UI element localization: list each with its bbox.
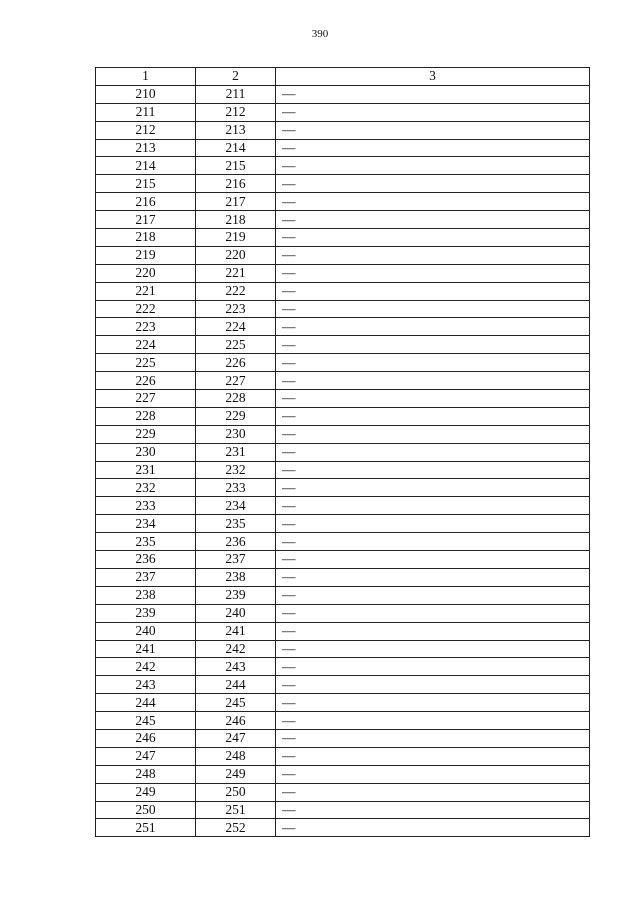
cell-col-2: 230 bbox=[196, 425, 276, 443]
cell-col-2: 226 bbox=[196, 354, 276, 372]
cell-col-1: 218 bbox=[96, 229, 196, 247]
cell-col-3: — bbox=[276, 622, 590, 640]
table-row bbox=[96, 390, 590, 408]
cell-col-3: — bbox=[276, 121, 590, 139]
column-header-1: 1 bbox=[96, 68, 196, 86]
cell-col-1: 249 bbox=[96, 783, 196, 801]
cell-col-2: 216 bbox=[196, 175, 276, 193]
cell-col-3: — bbox=[276, 712, 590, 730]
cell-col-2: 235 bbox=[196, 515, 276, 533]
table-row bbox=[96, 193, 590, 211]
table-row bbox=[96, 712, 590, 730]
cell-col-2: 246 bbox=[196, 712, 276, 730]
cell-col-2: 228 bbox=[196, 390, 276, 408]
cell-col-1: 232 bbox=[96, 479, 196, 497]
table-body bbox=[96, 85, 590, 836]
cell-col-1: 225 bbox=[96, 354, 196, 372]
table-row bbox=[96, 443, 590, 461]
table-row bbox=[96, 515, 590, 533]
cell-col-2: 247 bbox=[196, 729, 276, 747]
table-row bbox=[96, 354, 590, 372]
cell-col-2: 227 bbox=[196, 372, 276, 390]
table-row bbox=[96, 425, 590, 443]
cell-col-2: 250 bbox=[196, 783, 276, 801]
table-row bbox=[96, 211, 590, 229]
cell-col-2: 238 bbox=[196, 568, 276, 586]
cell-col-1: 226 bbox=[96, 372, 196, 390]
cell-col-2: 220 bbox=[196, 246, 276, 264]
cell-col-1: 217 bbox=[96, 211, 196, 229]
cell-col-1: 235 bbox=[96, 533, 196, 551]
cell-col-1: 216 bbox=[96, 193, 196, 211]
cell-col-3: — bbox=[276, 729, 590, 747]
cell-col-2: 242 bbox=[196, 640, 276, 658]
cell-col-3: — bbox=[276, 694, 590, 712]
cell-col-3: — bbox=[276, 461, 590, 479]
cell-col-2: 223 bbox=[196, 300, 276, 318]
cell-col-1: 248 bbox=[96, 765, 196, 783]
table-row bbox=[96, 461, 590, 479]
cell-col-1: 214 bbox=[96, 157, 196, 175]
cell-col-2: 232 bbox=[196, 461, 276, 479]
cell-col-3: — bbox=[276, 443, 590, 461]
table-row bbox=[96, 372, 590, 390]
cell-col-1: 219 bbox=[96, 246, 196, 264]
cell-col-3: — bbox=[276, 551, 590, 569]
table-row bbox=[96, 479, 590, 497]
table-row bbox=[96, 783, 590, 801]
table-row bbox=[96, 765, 590, 783]
cell-col-1: 243 bbox=[96, 676, 196, 694]
cell-col-1: 220 bbox=[96, 264, 196, 282]
cell-col-1: 221 bbox=[96, 282, 196, 300]
cell-col-1: 231 bbox=[96, 461, 196, 479]
cell-col-3: — bbox=[276, 103, 590, 121]
column-header-3: 3 bbox=[276, 68, 590, 86]
cell-col-2: 222 bbox=[196, 282, 276, 300]
cell-col-2: 218 bbox=[196, 211, 276, 229]
cell-col-3: — bbox=[276, 390, 590, 408]
page-number: 390 bbox=[311, 28, 329, 40]
cell-col-1: 239 bbox=[96, 604, 196, 622]
cell-col-1: 227 bbox=[96, 390, 196, 408]
cell-col-1: 211 bbox=[96, 103, 196, 121]
cell-col-2: 224 bbox=[196, 318, 276, 336]
table-row bbox=[96, 747, 590, 765]
cell-col-3: — bbox=[276, 354, 590, 372]
cell-col-3: — bbox=[276, 264, 590, 282]
data-table bbox=[95, 67, 590, 837]
table-row bbox=[96, 157, 590, 175]
table-row bbox=[96, 246, 590, 264]
cell-col-1: 213 bbox=[96, 139, 196, 157]
table-row bbox=[96, 318, 590, 336]
table-row bbox=[96, 640, 590, 658]
cell-col-2: 237 bbox=[196, 551, 276, 569]
cell-col-2: 215 bbox=[196, 157, 276, 175]
cell-col-1: 246 bbox=[96, 729, 196, 747]
cell-col-2: 212 bbox=[196, 103, 276, 121]
table-row bbox=[96, 801, 590, 819]
cell-col-2: 219 bbox=[196, 229, 276, 247]
cell-col-3: — bbox=[276, 533, 590, 551]
cell-col-3: — bbox=[276, 157, 590, 175]
table-row bbox=[96, 282, 590, 300]
cell-col-1: 233 bbox=[96, 497, 196, 515]
cell-col-1: 241 bbox=[96, 640, 196, 658]
cell-col-3: — bbox=[276, 211, 590, 229]
table-row bbox=[96, 407, 590, 425]
cell-col-2: 231 bbox=[196, 443, 276, 461]
table-row bbox=[96, 336, 590, 354]
cell-col-3: — bbox=[276, 282, 590, 300]
cell-col-1: 230 bbox=[96, 443, 196, 461]
cell-col-3: — bbox=[276, 175, 590, 193]
cell-col-1: 244 bbox=[96, 694, 196, 712]
cell-col-1: 224 bbox=[96, 336, 196, 354]
cell-col-1: 222 bbox=[96, 300, 196, 318]
table-row bbox=[96, 533, 590, 551]
cell-col-1: 229 bbox=[96, 425, 196, 443]
table-header bbox=[96, 68, 590, 86]
table-row bbox=[96, 568, 590, 586]
cell-col-2: 213 bbox=[196, 121, 276, 139]
cell-col-3: — bbox=[276, 85, 590, 103]
cell-col-1: 242 bbox=[96, 658, 196, 676]
cell-col-2: 225 bbox=[196, 336, 276, 354]
cell-col-1: 210 bbox=[96, 85, 196, 103]
cell-col-3: — bbox=[276, 604, 590, 622]
column-header-2: 2 bbox=[196, 68, 276, 86]
table-row bbox=[96, 85, 590, 103]
cell-col-2: 233 bbox=[196, 479, 276, 497]
cell-col-1: 250 bbox=[96, 801, 196, 819]
table-row bbox=[96, 729, 590, 747]
cell-col-3: — bbox=[276, 515, 590, 533]
cell-col-3: — bbox=[276, 336, 590, 354]
cell-col-3: — bbox=[276, 801, 590, 819]
cell-col-2: 229 bbox=[196, 407, 276, 425]
table-row bbox=[96, 819, 590, 837]
cell-col-2: 236 bbox=[196, 533, 276, 551]
cell-col-2: 251 bbox=[196, 801, 276, 819]
table-row bbox=[96, 121, 590, 139]
table-row bbox=[96, 676, 590, 694]
cell-col-3: — bbox=[276, 300, 590, 318]
cell-col-1: 223 bbox=[96, 318, 196, 336]
cell-col-3: — bbox=[276, 193, 590, 211]
cell-col-2: 252 bbox=[196, 819, 276, 837]
cell-col-1: 237 bbox=[96, 568, 196, 586]
cell-col-3: — bbox=[276, 318, 590, 336]
cell-col-3: — bbox=[276, 425, 590, 443]
cell-col-1: 236 bbox=[96, 551, 196, 569]
table-row bbox=[96, 300, 590, 318]
cell-col-1: 240 bbox=[96, 622, 196, 640]
cell-col-3: — bbox=[276, 497, 590, 515]
cell-col-1: 251 bbox=[96, 819, 196, 837]
cell-col-2: 214 bbox=[196, 139, 276, 157]
cell-col-2: 243 bbox=[196, 658, 276, 676]
cell-col-2: 240 bbox=[196, 604, 276, 622]
cell-col-3: — bbox=[276, 747, 590, 765]
table-row bbox=[96, 497, 590, 515]
table-row bbox=[96, 229, 590, 247]
cell-col-3: — bbox=[276, 139, 590, 157]
cell-col-2: 244 bbox=[196, 676, 276, 694]
cell-col-1: 238 bbox=[96, 586, 196, 604]
table-row bbox=[96, 604, 590, 622]
cell-col-3: — bbox=[276, 407, 590, 425]
cell-col-3: — bbox=[276, 819, 590, 837]
table-row bbox=[96, 622, 590, 640]
cell-col-3: — bbox=[276, 372, 590, 390]
table-row bbox=[96, 586, 590, 604]
table-row bbox=[96, 175, 590, 193]
cell-col-3: — bbox=[276, 640, 590, 658]
cell-col-2: 234 bbox=[196, 497, 276, 515]
cell-col-3: — bbox=[276, 586, 590, 604]
table-row bbox=[96, 694, 590, 712]
table-row bbox=[96, 139, 590, 157]
cell-col-3: — bbox=[276, 246, 590, 264]
cell-col-2: 249 bbox=[196, 765, 276, 783]
cell-col-3: — bbox=[276, 658, 590, 676]
cell-col-2: 245 bbox=[196, 694, 276, 712]
cell-col-1: 247 bbox=[96, 747, 196, 765]
cell-col-2: 221 bbox=[196, 264, 276, 282]
cell-col-2: 217 bbox=[196, 193, 276, 211]
table-row bbox=[96, 264, 590, 282]
table-row bbox=[96, 103, 590, 121]
cell-col-1: 215 bbox=[96, 175, 196, 193]
cell-col-1: 245 bbox=[96, 712, 196, 730]
cell-col-1: 234 bbox=[96, 515, 196, 533]
cell-col-3: — bbox=[276, 229, 590, 247]
cell-col-2: 239 bbox=[196, 586, 276, 604]
cell-col-3: — bbox=[276, 765, 590, 783]
cell-col-2: 248 bbox=[196, 747, 276, 765]
cell-col-3: — bbox=[276, 676, 590, 694]
cell-col-1: 212 bbox=[96, 121, 196, 139]
table-row bbox=[96, 658, 590, 676]
cell-col-2: 241 bbox=[196, 622, 276, 640]
header-row bbox=[96, 68, 590, 86]
cell-col-2: 211 bbox=[196, 85, 276, 103]
cell-col-3: — bbox=[276, 783, 590, 801]
table-row bbox=[96, 551, 590, 569]
cell-col-1: 228 bbox=[96, 407, 196, 425]
cell-col-3: — bbox=[276, 479, 590, 497]
cell-col-3: — bbox=[276, 568, 590, 586]
